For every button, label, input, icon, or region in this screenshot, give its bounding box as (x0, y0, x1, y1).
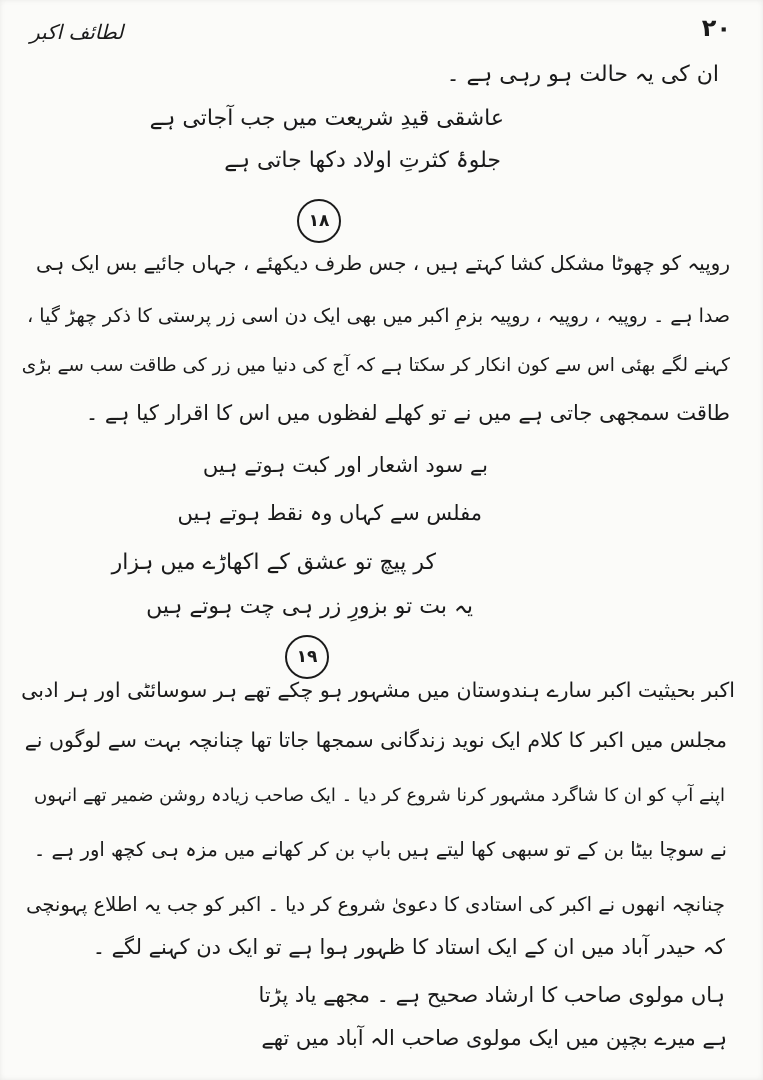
paragraph-line: ہاں مولوی صاحب کا ارشاد صحیح ہے ۔ مجھے یاد پڑتا (258, 983, 725, 1007)
paragraph-line: چنانچہ انھوں نے اکبر کی استادی کا دعویٰ شروع کر دیا ۔ اکبر کو جب یہ اطلاع پہونچی (26, 893, 725, 916)
verse-line: عاشقی قیدِ شریعت میں جب آجاتی ہے (149, 106, 504, 131)
verse-line: کر پیچ تو عشق کے اکھاڑے میں ہزار (111, 550, 436, 575)
paragraph-line: اپنے آپ کو ان کا شاگرد مشہور کرنا شروع کر دیا ۔ ایک صاحب زیادہ روشن ضمیر تھے انہوں (34, 785, 725, 806)
paragraph-line: اکبر بحیثیت اکبر سارے ہندوستان میں مشہور ہو چکے تھے ہر سوسائٹی اور ہر ادبی (21, 678, 735, 702)
section-1-line: ان کی یہ حالت ہو رہی ہے ۔ (446, 62, 719, 87)
paragraph-line: روپیہ کو چھوٹا مشکل کشا کہتے ہیں ، جس طرف دیکھئے ، جہاں جائیے بس ایک ہی (35, 251, 730, 275)
verse-line: جلوۂ کثرتِ اولاد دکھا جاتی ہے (224, 148, 501, 173)
paragraph-line: صدا ہے ۔ روپیہ ، روپیہ ، روپیہ بزمِ اکبر میں بھی ایک دن اسی زر پرستی کا ذکر چھڑ گیا ، (27, 305, 730, 327)
running-title: لطائف اکبر (30, 20, 124, 44)
paragraph-line: طاقت سمجھی جاتی ہے میں نے تو کھلے لفظوں میں اس کا اقرار کیا ہے ۔ (85, 401, 730, 425)
paragraph-line: کہ حیدر آباد میں ان کے ایک استاد کا ظہور ہوا ہے تو ایک دن کہنے لگے ۔ (92, 935, 725, 959)
section-number-circle: ۱۹ (285, 635, 329, 679)
section-number-circle: ۱۸ (297, 199, 341, 243)
paragraph-line: نے سوچا بیٹا بن کے تو سبھی کھا لیتے ہیں باپ بن کر کھانے میں مزہ ہی کچھ اور ہے ۔ (33, 838, 727, 861)
verse-line: بے سود اشعار اور کبت ہوتے ہیں (202, 453, 488, 477)
paragraph-line: ہے میرے بچپن میں ایک مولوی صاحب الہ آباد میں تھے (261, 1026, 727, 1050)
paragraph-line: مجلس میں اکبر کا کلام ایک نوید زندگانی سمجھا جاتا تھا چنانچہ بہت سے لوگوں نے (24, 728, 727, 752)
verse-line: مفلس سے کہاں وہ نقط ہوتے ہیں (177, 501, 482, 525)
verse-line: یہ بت تو بزورِ زر ہی چت ہوتے ہیں (146, 594, 473, 619)
paragraph-line: کہنے لگے بھئی اس سے کون انکار کر سکتا ہے کہ آج کی دنیا میں زر کی طاقت سب سے بڑی (21, 355, 730, 376)
page-number: ۲۰ (701, 14, 731, 42)
